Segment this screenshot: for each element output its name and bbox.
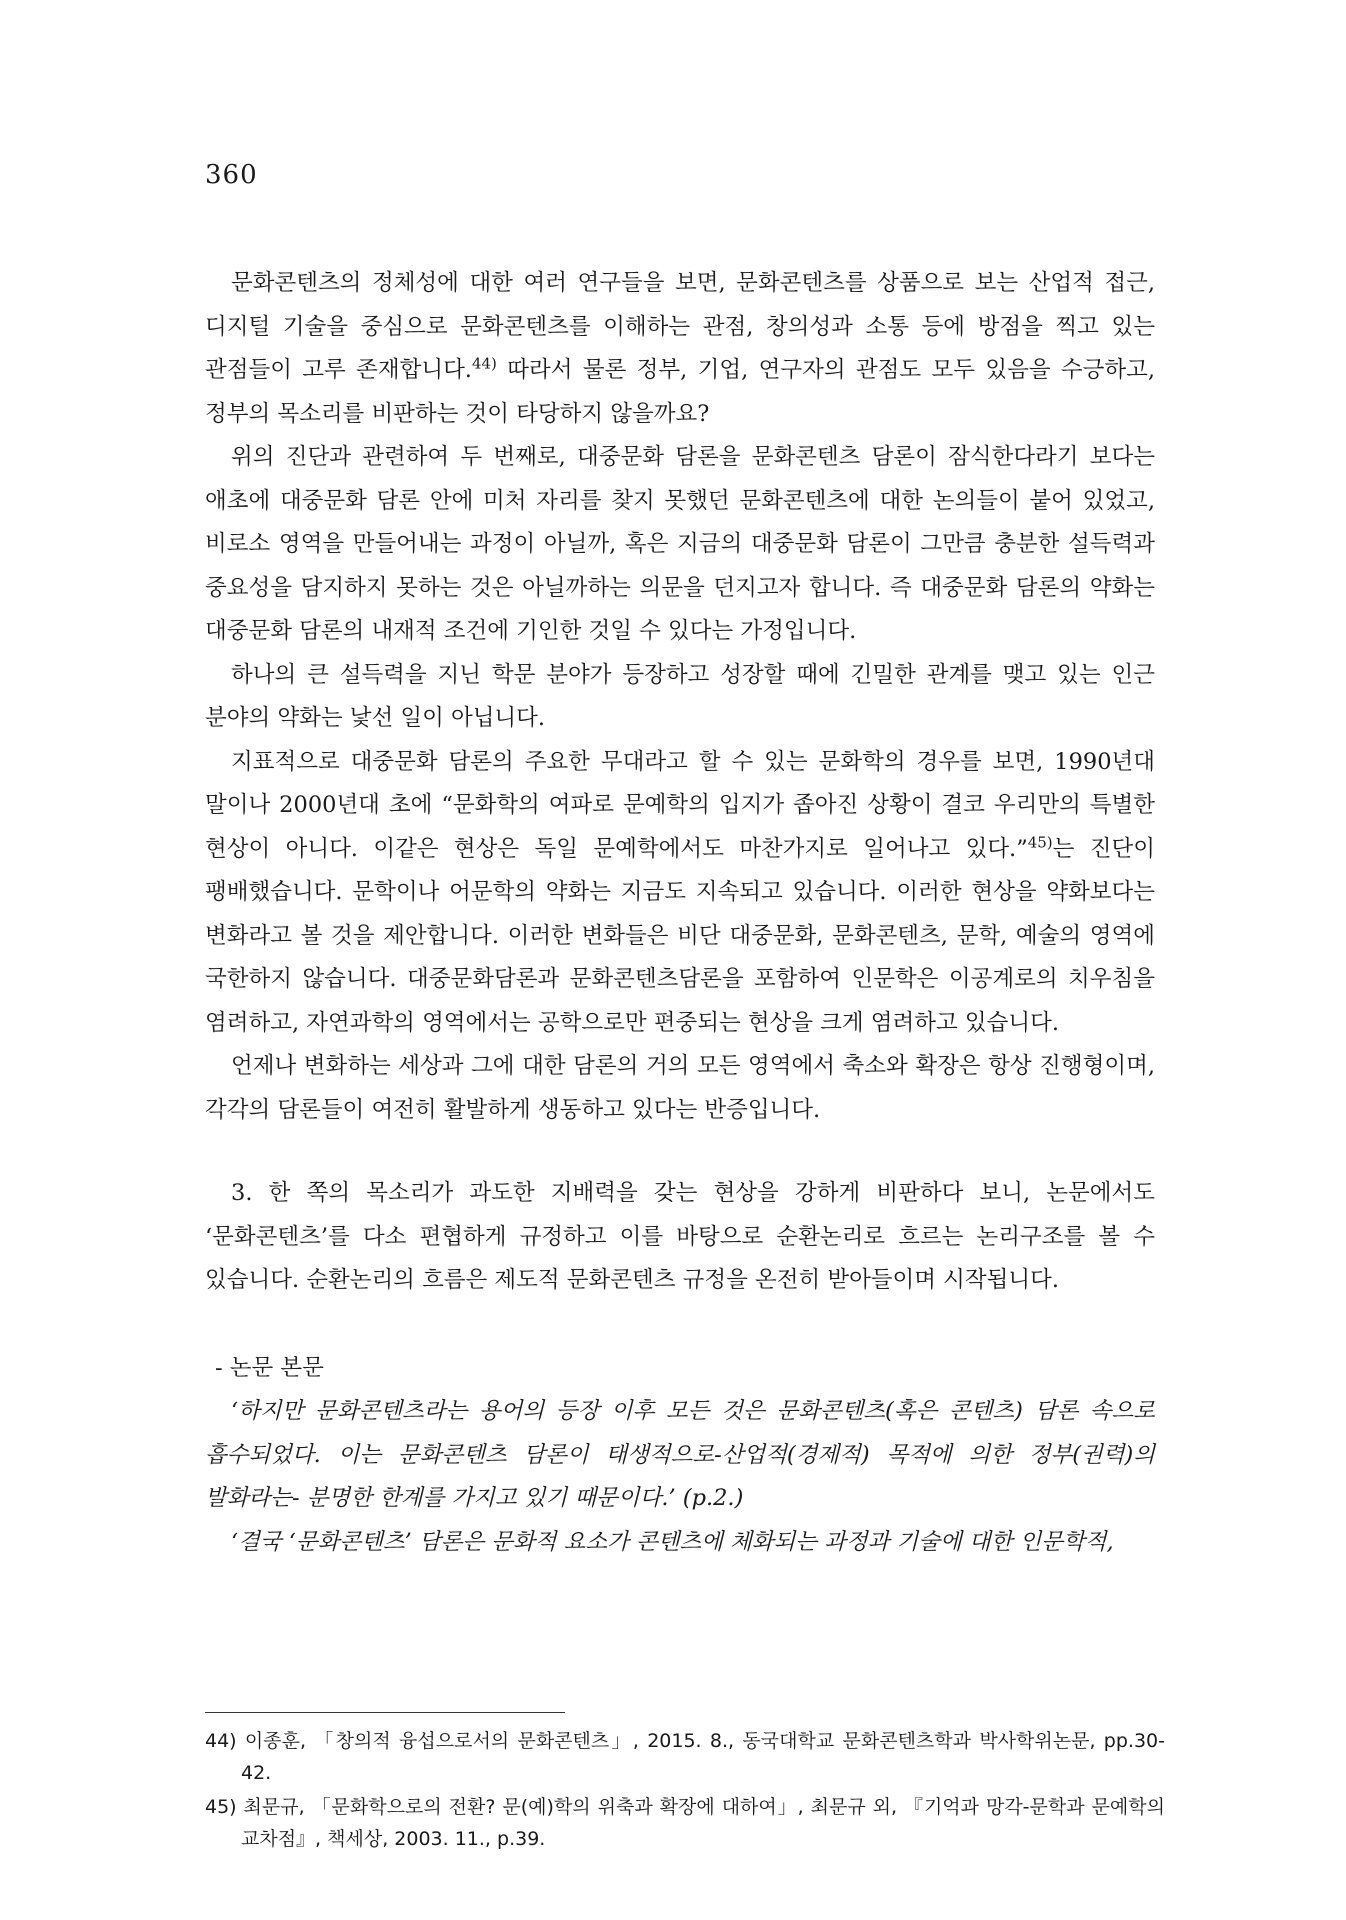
quote-2: ‘결국 ‘문화콘텐츠’ 담론은 문화적 요소가 콘텐츠에 체화되는 과정과 기술에 대한 인문학적,: [231, 1528, 1114, 1555]
paragraph-4-text-a: 지표적으로 대중문화 담론의 주요한 무대라고 할 수 있는 문화학의 경우를 보면, 1990년대 말이나 2000년대 초에 “문화학의 여파로 문예학의 입지가 좁아진 상황이 결코 우리만의 특별한 현상이 아니다. 이같은 현상은 독일 문예학에서도 마찬가지로 일어나고 있다.”: [205, 748, 1155, 862]
paragraph-1-text-b: 따라서 물론 정부, 기업, 연구자의 관점도 모두 있음을 수긍하고, 정부의 목소리를 비판하는 것이 타당하지 않을까요?: [205, 357, 1156, 427]
paragraph-4-text-b: 는 진단이 팽배했습니다. 문학이나 어문학의 약화는 지금도 지속되고 있습니다. 이러한 현상을 약화보다는 변화라고 볼 것을 제안합니다. 이러한 변화들은 비단 대중문화, 문화콘텐츠, 문학, 예술의 영역에 국한하지 않습니다. 대중문화담론과 문화콘텐츠담론을 포함하여 인문학은 이공계로의 치우침을 염려하고, 자연과학의 영역에서는 공학으로만 편중되는 현상을 크게 염려하고 있습니다.: [205, 835, 1156, 1036]
section-heading: - 논문 본문: [215, 1354, 324, 1381]
footnotes: [205, 1725, 1165, 1857]
paragraph-spacer: [205, 1132, 1155, 1172]
paragraph-1-text-a: 문화콘텐츠의 정체성에 대한 여러 연구들을 보면, 문화콘텐츠를 상품으로 보는 산업적 접근, 디지털 기술을 중심으로 문화콘텐츠를 이해하는 관점, 창의성과 소통 등에 방점을 찍고 있는 관점들이 고루 존재합니다.: [205, 270, 1155, 383]
footnote-ref-44[interactable]: 44): [471, 354, 497, 373]
paragraph-5: 언제나 변화하는 세상과 그에 대한 담론의 거의 모든 영역에서 축소와 확장은 항상 진행형이며, 각각의 담론들이 여전히 활발하게 생동하고 있다는 반증입니다.: [205, 1053, 1155, 1123]
footnote-45: 45) 최문규, 「문화학으로의 전환? 문(예)학의 위축과 확장에 대하여」, 최문규 외, 『기억과 망각-문학과 문예학의 교차점』, 책세상, 2003. 11., p.39.: [205, 1796, 1165, 1850]
paragraph-6: 3. 한 쪽의 목소리가 과도한 지배력을 갖는 현상을 강하게 비판하다 보니, 논문에서도 ‘문화콘텐츠’를 다소 편협하게 규정하고 이를 바탕으로 순환논리로 흐르는 논리구조를 볼 수 있습니다. 순환논리의 흐름은 제도적 문화콘텐츠 규정을 온전히 받아들이며 시작됩니다.: [205, 1180, 1155, 1293]
paragraph-2: 위의 진단과 관련하여 두 번째로, 대중문화 담론을 문화콘텐츠 담론이 잠식한다라기 보다는 애초에 대중문화 담론 안에 미처 자리를 찾지 못했던 문화콘텐츠에 대한 논의들이 붙어 있었고, 비로소 영역을 만들어내는 과정이 아닐까, 혹은 지금의 대중문화 담론이 그만큼 충분한 설득력과 중요성을 담지하지 못하는 것은 아닐까하는 의문을 던지고자 합니다. 즉 대중문화 담론의 약화는 대중문화 담론의 내재적 조건에 기인한 것일 수 있다는 가정입니다.: [205, 444, 1155, 644]
footnote-divider: [205, 1712, 565, 1713]
quote-1: ‘하지만 문화콘텐츠라는 용어의 등장 이후 모든 것은 문화콘텐츠(혹은 콘텐츠) 담론 속으로 흡수되었다. 이는 문화콘텐츠 담론이 태생적으로-산업적(경제적) 목적에 의한 정부(권력)의 발화라는- 분명한 한계를 가지고 있기 때문이다.’ (p.2.): [205, 1398, 1155, 1511]
body-text: [205, 262, 1155, 1564]
paragraph-3: 하나의 큰 설득력을 지닌 학문 분야가 등장하고 성장할 때에 긴밀한 관계를 맺고 있는 인근 분야의 약화는 낯선 일이 아닙니다.: [205, 661, 1155, 731]
paragraph-1: [205, 262, 1155, 436]
footnote-ref-45[interactable]: 45): [1027, 833, 1053, 851]
page-number: 360: [205, 160, 258, 190]
paragraph-4: [205, 741, 1155, 1046]
section-spacer: [205, 1303, 1155, 1347]
footnote-44: 44) 이종훈, 「창의적 융섭으로서의 문화콘텐츠」, 2015. 8., 동국대학교 문화콘텐츠학과 박사학위논문, pp.30-42.: [205, 1730, 1165, 1784]
